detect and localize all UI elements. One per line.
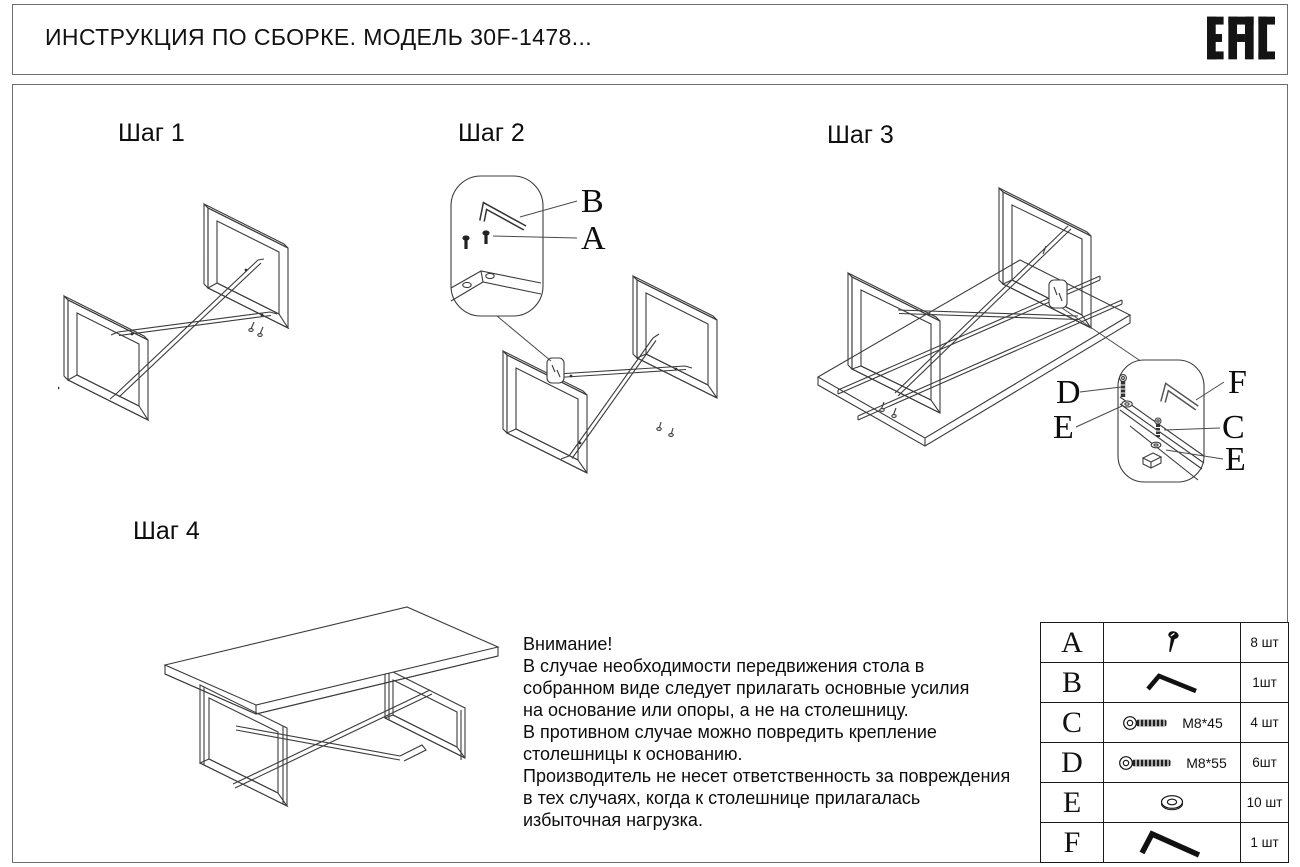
detail-marker (1049, 280, 1067, 308)
part-spec: M8*45 (1182, 714, 1223, 731)
part-letter: B (1041, 663, 1104, 703)
table-row (1041, 823, 1289, 863)
part-qty: 8 шт (1241, 623, 1289, 663)
cross-braces (550, 334, 692, 459)
table-top-panel (165, 607, 498, 714)
callout-label-D: D (1056, 374, 1081, 411)
part-spec: M8*55 (1186, 754, 1227, 771)
part-letter: D (1041, 743, 1104, 783)
step-3-label: Шаг 3 (827, 121, 894, 149)
step-4-label: Шаг 4 (133, 517, 200, 545)
step-2-label: Шаг 2 (458, 119, 525, 147)
washer-icon (1152, 790, 1192, 816)
leg-frame (200, 685, 287, 806)
callout-bubble (1118, 360, 1204, 482)
callout-label-A: A (581, 220, 606, 257)
cross-braces (58, 259, 277, 399)
part-qty: 6шт (1241, 743, 1289, 783)
part-letter: F (1041, 823, 1104, 863)
warning-text: Внимание! В случае необходимости передвижения стола в собранном виде следует прилагать основные усилия на основание или опоры, а не на столешницу. В противном случае можно повредить крепление столешницы к основанию. Производитель не несет ответственность за повреждения в тех случаях, когда к столешнице прилагалась избыточная нагрузка. (523, 633, 1028, 831)
leg-frame (64, 296, 148, 420)
callout-label-B: B (581, 183, 604, 220)
step-3-drawing (800, 150, 1280, 520)
step-4-drawing (150, 580, 510, 830)
step-1-label: Шаг 1 (118, 119, 185, 147)
washer-icon (1122, 401, 1132, 407)
bolt-icon (1121, 712, 1175, 734)
washer-icon (1151, 442, 1161, 448)
screw-icon (1160, 628, 1184, 658)
part-qty: 1шт (1241, 663, 1289, 703)
table-row (1041, 703, 1289, 743)
callout-bubble (451, 176, 543, 316)
part-letter: C (1041, 703, 1104, 743)
part-letter: E (1041, 783, 1104, 823)
part-qty: 4 шт (1241, 703, 1289, 743)
detail-marker (547, 358, 564, 383)
step-2-drawing (445, 168, 775, 498)
table-row (1041, 743, 1289, 783)
table-row (1041, 783, 1289, 823)
eac-mark-icon (1207, 9, 1275, 67)
hex-key-icon (1132, 669, 1212, 697)
leg-frame (633, 276, 717, 398)
callout-label-F: F (1228, 364, 1247, 401)
callout-label-C: C (1222, 409, 1245, 446)
leg-frame (204, 204, 288, 328)
part-qty: 1 шт (1241, 823, 1289, 863)
warning-title: Внимание! (523, 634, 613, 654)
part-letter: A (1041, 623, 1104, 663)
leg-frame (385, 668, 465, 760)
callout-label-E: E (1053, 409, 1074, 446)
step-1-drawing (58, 202, 308, 422)
part-qty: 10 шт (1241, 783, 1289, 823)
bolt-long-icon (1117, 752, 1179, 774)
hex-key-big-icon (1127, 827, 1217, 859)
cross-braces (233, 690, 432, 788)
callout-label-E2: E (1225, 441, 1246, 478)
parts-table (1040, 622, 1289, 863)
table-row (1041, 623, 1289, 663)
page-title: ИНСТРУКЦИЯ ПО СБОРКЕ. МОДЕЛЬ 30F-1478... (45, 24, 593, 50)
table-row (1041, 663, 1289, 703)
